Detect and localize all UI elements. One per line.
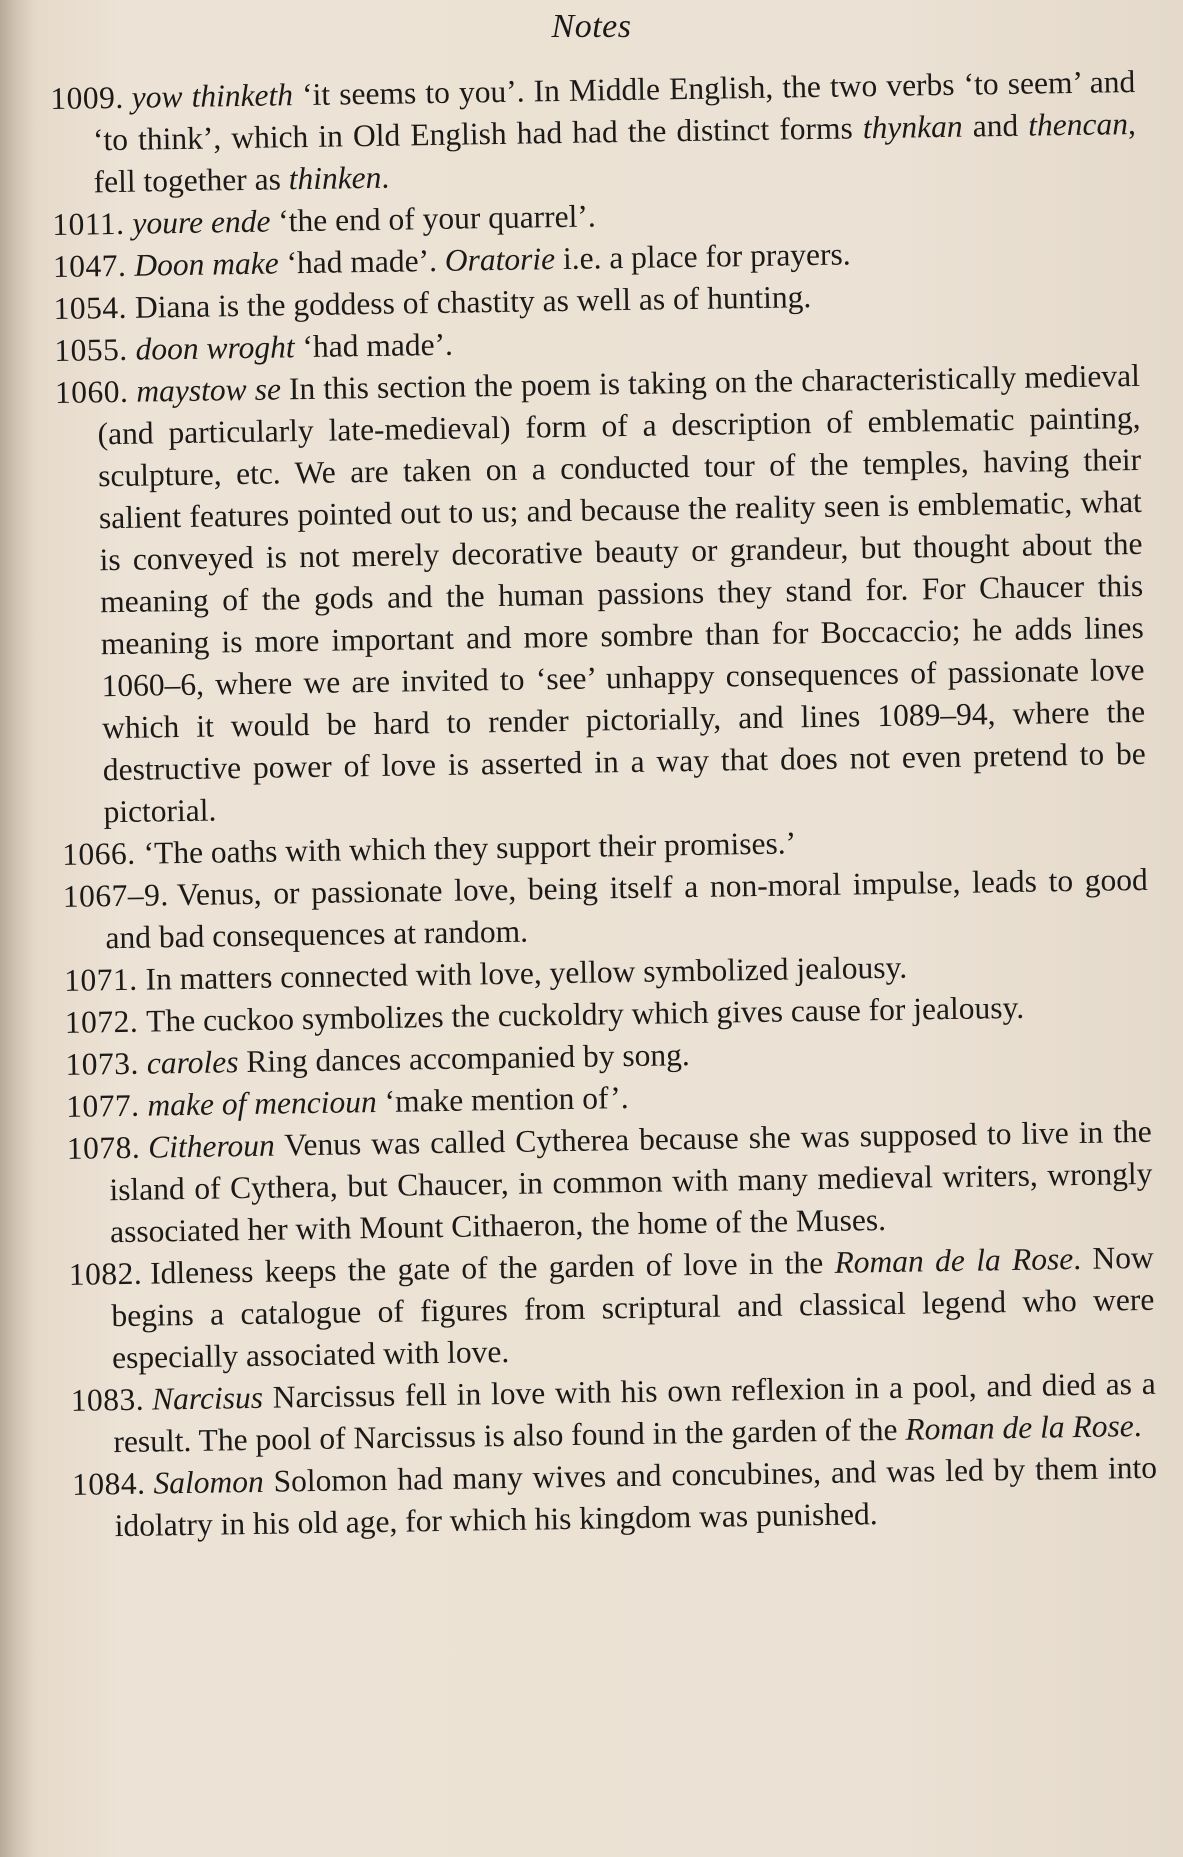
italic-term: caroles	[146, 1044, 239, 1081]
note-text: ‘the end of your quarrel’.	[270, 198, 596, 239]
line-number: 1072.	[64, 1003, 139, 1040]
italic-term: doon wroght	[135, 329, 295, 367]
note-entry	[50, 61, 1137, 204]
notes-list	[50, 61, 1158, 1548]
note-text: .	[381, 159, 390, 195]
page-gutter-shadow	[0, 0, 34, 1857]
line-number: 1073.	[65, 1045, 140, 1082]
note-text: Diana is the goddess of chastity as well as of hunting.	[134, 279, 812, 325]
note-entry	[55, 355, 1147, 834]
italic-term: Roman de la Rose	[834, 1241, 1074, 1280]
line-number: 1055.	[54, 331, 128, 368]
italic-term: youre ende	[132, 203, 271, 241]
italic-term: Narcisus	[151, 1379, 264, 1417]
italic-term: make of mencioun	[147, 1083, 377, 1123]
note-text: Venus, or passionate love, being itself a non-moral impulse, leads to good and bad consequences at random.	[105, 861, 1148, 956]
note-text: Venus was called Cytherea because she was supposed to live in the island of Cythera, but Chaucer, in common with many medieval writers, wrongly associated her with Mount Cithaeron, the home of the Muses.	[109, 1113, 1153, 1250]
note-text: The cuckoo symbolizes the cuckoldry which gives cause for jealousy.	[145, 989, 1025, 1039]
line-number: 1071.	[63, 961, 138, 998]
note-text: .	[1133, 1408, 1142, 1444]
running-header: Notes	[551, 8, 632, 45]
note-text: ‘had made’.	[278, 242, 446, 281]
note-text: Ring dances accompanied by song.	[238, 1037, 691, 1080]
note-text: . Now begins a catalogue of figures from scriptural and classical legend who were especially associated with love.	[111, 1239, 1155, 1376]
note-entry	[72, 1447, 1158, 1548]
note-text: In this section the poem is taking on the characteristically medieval (and particularly late-medieval) form of a description of emblematic painting, sculpture, etc. We are taken on a conducted tour of the temples, having their salient features pointed out to us; and because the reality seen is emblematic, what is conveyed is not merely decorative beauty or grandeur, but thought about the meaning of the gods and the human passions they stand for. For Chaucer this meaning is more important and more sombre than for Boccaccio; he adds lines 1060–6, where we are invited to ‘see’ unhappy consequences of passionate love which it would be hard to render pictorially, and lines 1089–94, where the destructive power of love is asserted in a way that does not even pretend to be pictorial.	[97, 357, 1147, 830]
italic-term: thencan	[1027, 106, 1129, 143]
line-number: 1066.	[61, 835, 136, 872]
note-text: ‘make mention of’.	[376, 1080, 629, 1119]
line-number: 1083.	[70, 1381, 145, 1418]
note-entry	[68, 1237, 1155, 1380]
note-text: Narcissus fell in love with his own reflexion in a pool, and died as a result. The pool of Narcissus is also found in the garden of the	[113, 1365, 1156, 1460]
italic-term: thynkan	[862, 108, 963, 146]
line-number: 1054.	[53, 289, 128, 326]
note-text: and	[962, 107, 1029, 144]
italic-term: Citheroun	[147, 1127, 276, 1165]
note-text: Idleness keeps the gate of the garden of love in the	[149, 1244, 835, 1291]
note-text: ‘it seems to you’. In Middle English, the two verbs ‘to seem’ and ‘to think’, which in Old English had had the distinct forms	[92, 63, 1136, 158]
italic-term: Salomon	[153, 1463, 264, 1501]
note-text: ‘The oaths with which they support their promises.’	[143, 825, 797, 871]
line-number: 1067–9.	[62, 877, 169, 914]
note-text: i.e. a place for prayers.	[554, 236, 851, 277]
line-number: 1009.	[50, 79, 124, 116]
note-entry	[66, 1111, 1153, 1254]
italic-term: thinken	[288, 159, 382, 197]
italic-term: maystow se	[136, 371, 282, 409]
note-text: , fell together as	[93, 105, 1137, 200]
line-number: 1082.	[68, 1255, 143, 1292]
line-number: 1078.	[66, 1129, 141, 1166]
line-number: 1060.	[54, 373, 129, 410]
note-text: In matters connected with love, yellow symbolized jealousy.	[145, 949, 908, 997]
italic-term: Doon make	[134, 245, 279, 283]
italic-term: yow thinketh	[131, 77, 294, 115]
italic-term: Oratorie	[444, 241, 556, 278]
italic-term: Roman de la Rose	[905, 1408, 1134, 1447]
line-number: 1077.	[65, 1087, 140, 1124]
note-text: ‘had made’.	[294, 326, 454, 365]
line-number: 1011.	[52, 205, 125, 242]
line-number: 1084.	[71, 1465, 146, 1502]
note-text: Solomon had many wives and concubines, and was led by them into idolatry in his old age, for which his kingdom was punished.	[114, 1449, 1158, 1544]
line-number: 1047.	[52, 247, 127, 284]
